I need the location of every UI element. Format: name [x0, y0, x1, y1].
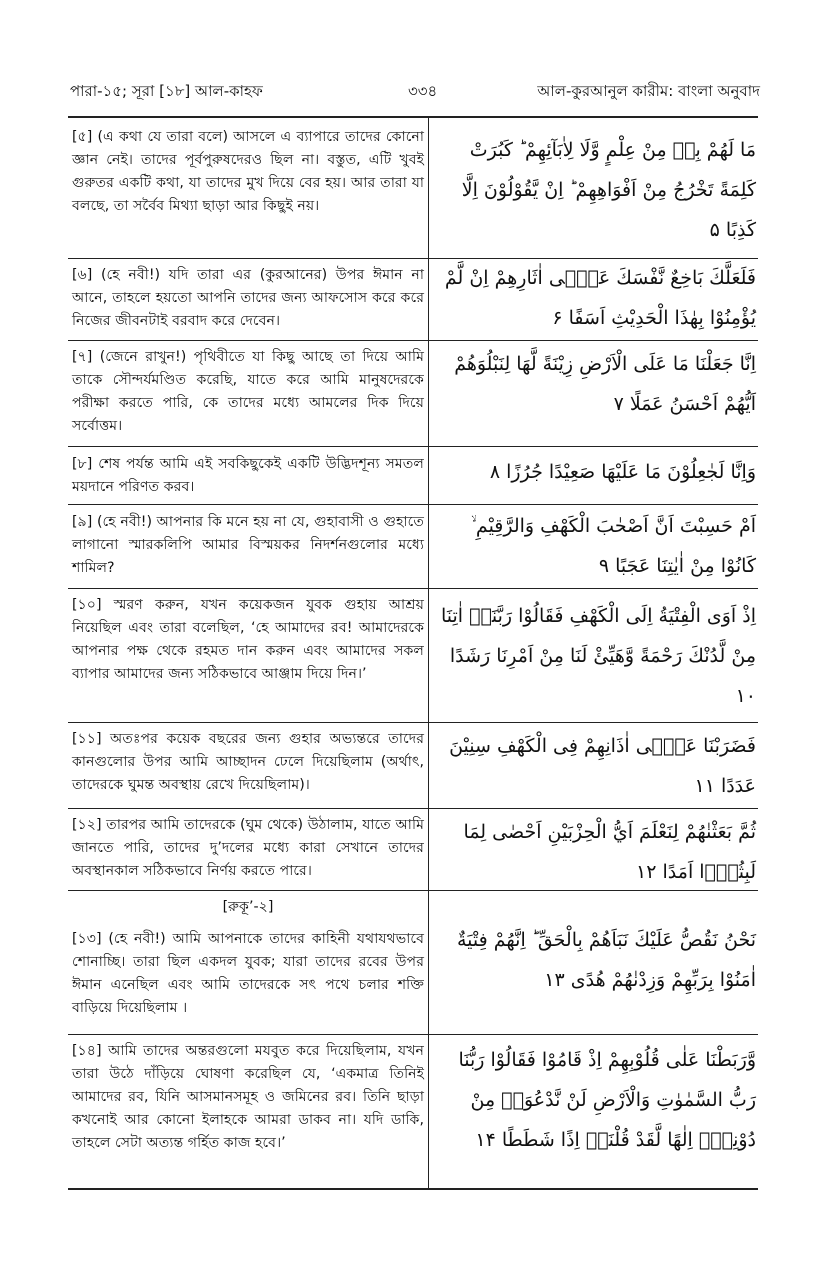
bangla-translation: [১১] অতঃপর কয়েক বছরের জন্য গুহার অভ্যন্তরে তাদের কানগুলোর উপর আমি আচ্ছাদন ঢেলে দিয়েছিলাম (অর্থাৎ, তাদেরকে ঘুমন্ত অবস্থায় রেখে দিয়েছিলাম)। [72, 731, 424, 793]
arabic-verse: وَاِنَّا لَجٰعِلُوْنَ مَا عَلَيْهَا صَعِيْدًا جُرُزًا ۸ [489, 461, 756, 483]
bangla-translation: [৯] (হে নবী!) আপনার কি মনে হয় না যে, গুহাবাসী ও গুহাতে লাগানো স্মারকলিপি আমার বিস্ময়কর নিদর্শনগুলোর মধ্যে শামিল? [72, 514, 424, 576]
bangla-translation: [৭] (জেনে রাখুন!) পৃথিবীতে যা কিছু আছে তা দিয়ে আমি তাকে সৌন্দর্যমণ্ডিত করেছি, যাতে করে আমি মানুষদেরকে পরীক্ষা করতে পারি, কে তাদের মধ্যে আমলের দিক দিয়ে সর্বোত্তম। [72, 349, 424, 434]
verse-row-5 [68, 122, 758, 258]
verse-row-8 [68, 446, 758, 504]
page-header [70, 80, 760, 106]
arabic-verse: اِنَّا جَعَلْنَا مَا عَلَى الْاَرْضِ زِيْنَةً لَّهَا لِنَبْلُوَهُمْ اَيُّهُمْ اَحْسَنُ عَمَلًا ۷ [454, 353, 756, 415]
bangla-translation: [৬] (হে নবী!) যদি তারা এর (কুরআনের) উপর ঈমান না আনে, তাহলে হয়তো আপনি তাদের জন্য আফসোস করে করে নিজের জীবনটাই বরবাদ করে দেবেন। [72, 267, 424, 329]
verse-row-10 [68, 588, 758, 722]
page-number: ৩৩৪ [408, 82, 438, 100]
bangla-translation: [৫] (এ কথা যে তারা বলে) আসলে এ ব্যাপারে তাদের কোনো জ্ঞান নেই। তাদের পূর্বপুরুষদেরও ছিল না। বস্তুত, এটি খুবই গুরুতর একটি কথা, যা তাদের মুখ দিয়ে বের হয়। আর তারা যা বলছে, তা সর্বৈব মিথ্যা ছাড়া আর কিছুই নয়। [72, 129, 424, 214]
arabic-verse: اِذْ اَوَى الْفِتْيَةُ اِلَى الْكَهْفِ فَقَالُوْا رَبَّنَاۤ اٰتِنَا مِنْ لَّدُنْكَ رَحْمَةً وَّهَيِّئْ لَنَا مِنْ اَمْرِنَا رَشَدًا ۱۰ [440, 605, 756, 707]
arabic-verse: ثُمَّ بَعَثْنٰهُمْ لِنَعْلَمَ اَيُّ الْحِزْبَيْنِ اَحْصٰى لِمَا لَبِثُوْۤا اَمَدًا ۱۲ [463, 821, 756, 883]
verse-row-7 [68, 340, 758, 446]
arabic-verse: مَا لَهُمْ بِهٖ مِنْ عِلْمٍ وَّلَا لِاٰبَآئِهِمْ ؕ كَبُرَتْ كَلِمَةً تَخْرُجُ مِنْ اَفْوَاهِهِمْ ؕ اِنْ يَّقُوْلُوْنَ اِلَّا كَذِبًا ۵ [461, 139, 756, 241]
bangla-translation: [১৩] (হে নবী!) আমি আপনাকে তাদের কাহিনী যথাযথভাবে শোনাচ্ছি। তারা ছিল একদল যুবক; যারা তাদের রবের উপর ঈমান এনেছিল এবং আমি তাদেরকে সৎ পথে চলার শক্তি বাড়িয়ে দিয়েছিলাম । [72, 931, 424, 1016]
table-top-rule [68, 116, 758, 118]
arabic-verse: اَمْ حَسِبْتَ اَنَّ اَصْحٰبَ الْكَهْفِ وَالرَّقِيْمِ ۙ كَانُوْا مِنْ اٰيٰتِنَا عَجَبًا ۹ [471, 515, 756, 577]
arabic-verse: فَضَرَبْنَا عَلٰۤى اٰذَانِهِمْ فِى الْكَهْفِ سِنِيْنَ عَدَدًا ۱۱ [449, 735, 756, 797]
verse-row-6 [68, 258, 758, 340]
header-book-title: আল-কুরআনুল কারীম: বাংলা অনুবাদ [537, 82, 760, 100]
arabic-verse: فَلَعَلَّكَ بَاخِعٌ نَّفْسَكَ عَلٰۤى اٰثَارِهِمْ اِنْ لَّمْ يُؤْمِنُوْا بِهٰذَا الْحَدِيْثِ اَسَفًا ۶ [444, 267, 756, 329]
ruku-marker: [রুকূ’-২] [222, 899, 274, 915]
table-bottom-rule [68, 1188, 758, 1190]
bangla-translation: [১৪] আমি তাদের অন্তরগুলো মযবুত করে দিয়েছিলাম, যখন তারা উঠে দাঁড়িয়ে ঘোষণা করেছিল যে, ‘একমাত্র তিনিই আমাদের রব, যিনি আসমানসমূহ ও জমিনের রব। তিনি ছাড়া কখনোই আর কোনো ইলাহকে আমরা ডাকব না। যদি ডাকি, তাহলে সেটা অত্যন্ত গর্হিত কাজ হবে।’ [72, 1043, 424, 1151]
verse-row-14 [68, 1034, 758, 1188]
verse-row-12 [68, 808, 758, 890]
verse-row-9 [68, 504, 758, 588]
bangla-translation: [৮] শেষ পর্যন্ত আমি এই সবকিছুকেই একটি উদ্ভিদশূন্য সমতল ময়দানে পরিণত করব। [72, 456, 424, 495]
bangla-translation: [১০] স্মরণ করুন, যখন কয়েকজন যুবক গুহায় আশ্রয় নিয়েছিল এবং তারা বলেছিল, ‘হে আমাদের রব! আমাদেরকে আপনার পক্ষ থেকে রহমত দান করুন এবং আমাদের সকল ব্যাপার আমাদের জন্য সঠিকভাবে আঞ্জাম দিয়ে দিন।’ [72, 597, 424, 682]
arabic-verse: نَحْنُ نَقُصُّ عَلَيْكَ نَبَاَهُمْ بِالْحَقِّ ؕ اِنَّهُمْ فِتْيَةٌ اٰمَنُوْا بِرَبِّهِمْ وَزِدْنٰهُمْ هُدًى ۱۳ [457, 929, 756, 991]
header-para-surah: পারা-১৫; সূরা [১৮] আল-কাহফ [70, 82, 263, 100]
verse-row-11 [68, 722, 758, 808]
arabic-verse: وَّرَبَطْنَا عَلٰى قُلُوْبِهِمْ اِذْ قَامُوْا فَقَالُوْا رَبُّنَا رَبُّ السَّمٰوٰتِ وَالْاَرْضِ لَنْ نَّدْعُوَاۡ مِنْ دُوْنِهٖۤ اِلٰهًا لَّقَدْ قُلْنَاۤ اِذًا شَطَطًا ۱۴ [458, 1049, 756, 1151]
verse-row-13 [68, 890, 758, 1034]
bangla-translation: [১২] তারপর আমি তাদেরকে (ঘুম থেকে) উঠালাম, যাতে আমি জানতে পারি, তাদের দু’দলের মধ্যে কারা সেখানে তাদের অবস্থানকাল সঠিকভাবে নির্ণয় করতে পারে। [72, 817, 424, 879]
